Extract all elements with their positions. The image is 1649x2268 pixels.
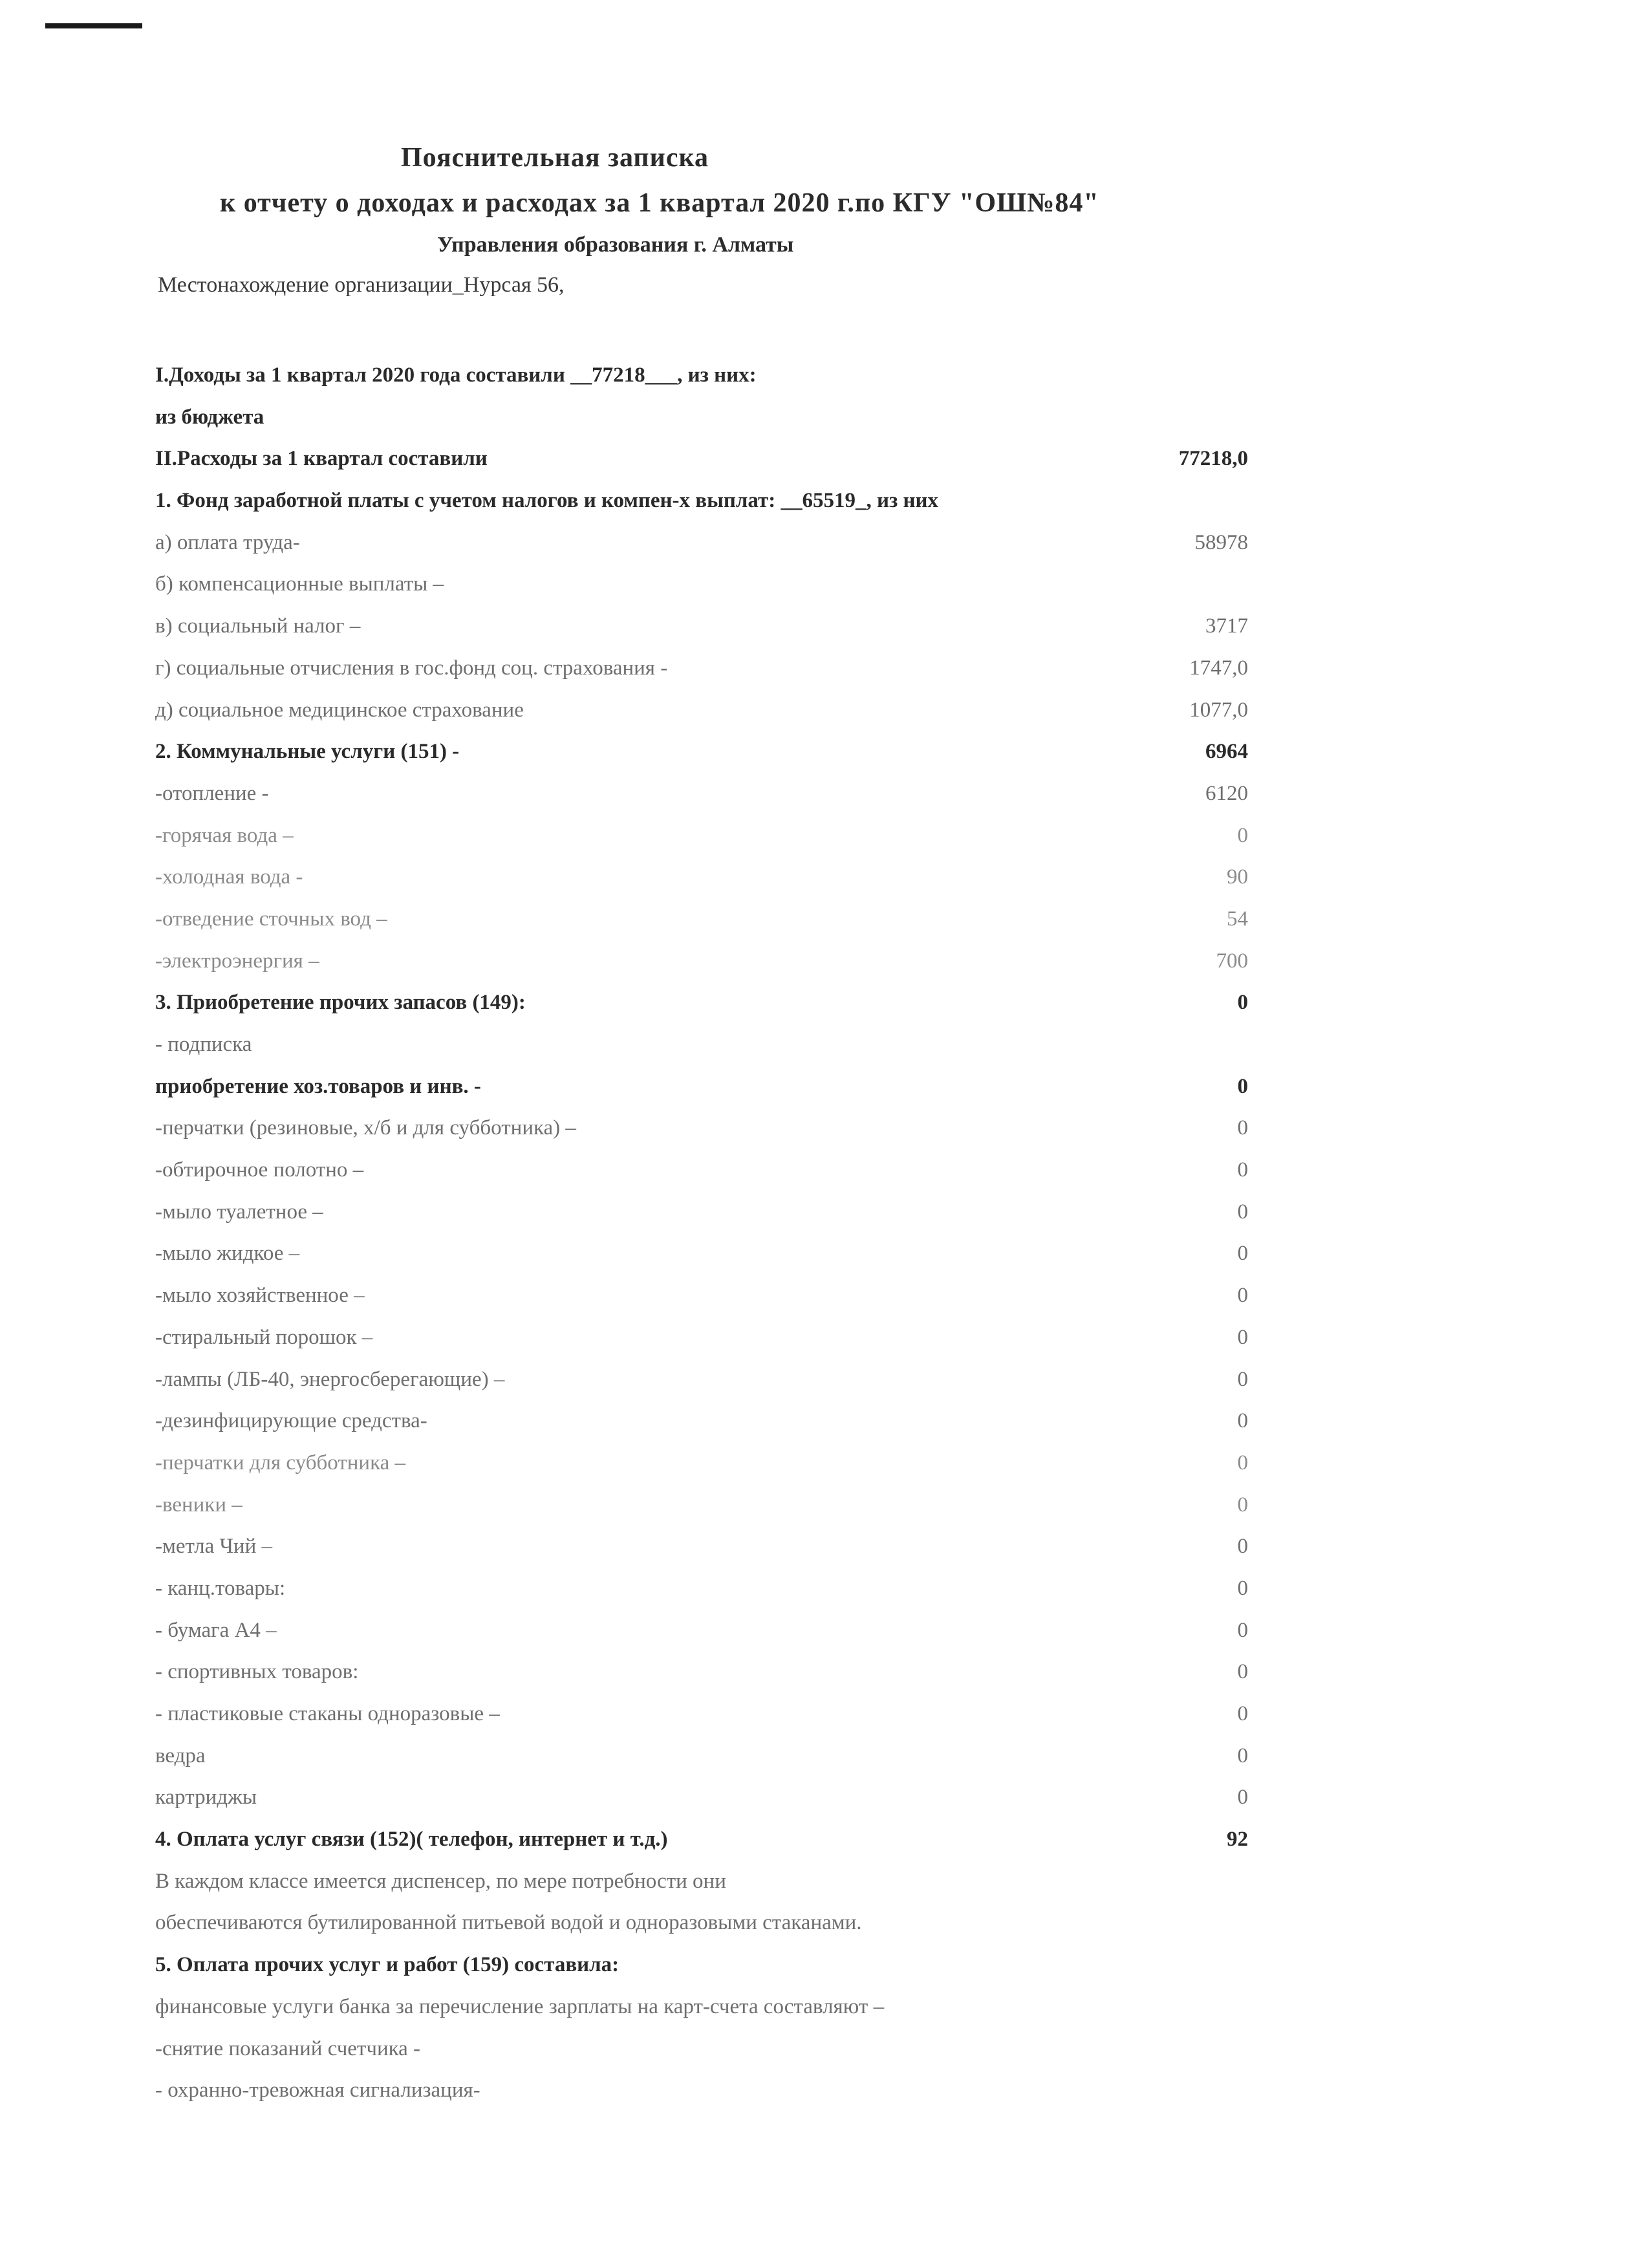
report-line (155, 940, 1248, 982)
report-line (155, 438, 1248, 480)
line-amount: 0 (1237, 1158, 1248, 1182)
report-line (155, 480, 1248, 522)
document-title: Пояснительная записка (401, 143, 709, 173)
report-line (155, 1568, 1248, 1610)
line-label: 5. Оплата прочих услуг и работ (159) составила: (155, 1953, 620, 1977)
line-amount: 0 (1237, 1367, 1248, 1391)
report-line (155, 1777, 1248, 1819)
line-label: -веники – (155, 1493, 242, 1517)
report-line (155, 647, 1248, 689)
line-amount: 0 (1237, 1660, 1248, 1684)
line-amount: 92 (1227, 1828, 1248, 1852)
line-label: картриджы (155, 1786, 257, 1809)
report-line (155, 2069, 1248, 2111)
line-label: а) оплата труда- (155, 530, 300, 554)
line-label: -стиральный порошок – (155, 1325, 373, 1349)
line-label: приобретение хоз.товаров и инв. - (155, 1074, 481, 1098)
line-amount: 0 (1237, 1325, 1248, 1349)
line-label: - охранно-тревожная сигнализация- (155, 2079, 480, 2102)
line-amount: 0 (1237, 1242, 1248, 1266)
line-amount: 0 (1237, 1618, 1248, 1642)
line-amount: 90 (1227, 865, 1248, 889)
line-amount: 0 (1237, 1074, 1248, 1098)
line-amount: 0 (1237, 823, 1248, 847)
organization-location: Местонахождение организации_Нурсая 56, (158, 273, 565, 297)
report-line (155, 1149, 1248, 1191)
report-line (155, 1191, 1248, 1233)
line-amount: 6120 (1205, 781, 1248, 805)
line-amount: 0 (1237, 991, 1248, 1015)
report-line (155, 354, 1248, 396)
line-label: - канц.товары: (155, 1576, 286, 1600)
report-lines (155, 354, 1248, 2111)
line-label: в) социальный налог – (155, 614, 361, 638)
report-line (155, 1107, 1248, 1149)
report-line (155, 856, 1248, 898)
line-amount: 0 (1237, 1786, 1248, 1809)
line-amount: 1077,0 (1189, 698, 1248, 722)
line-amount: 1747,0 (1189, 656, 1248, 680)
report-line (155, 731, 1248, 773)
line-label: -холодная вода - (155, 865, 303, 889)
line-label: -перчатки для субботника – (155, 1451, 406, 1474)
report-line (155, 689, 1248, 731)
report-line (155, 1902, 1248, 1944)
line-amount: 54 (1227, 907, 1248, 931)
line-amount: 0 (1237, 1200, 1248, 1224)
line-label: - бумага А4 – (155, 1618, 277, 1642)
line-label: -горячая вода – (155, 823, 294, 847)
line-label: II.Расходы за 1 квартал составили (155, 447, 488, 471)
line-label: 4. Оплата услуг связи (152)( телефон, интернет и т.д.) (155, 1828, 668, 1852)
line-label: ведра (155, 1744, 206, 1767)
line-label: обеспечиваются бутилированной питьевой водой и одноразовыми стаканами. (155, 1911, 862, 1935)
report-line (155, 1066, 1248, 1108)
line-label: -дезинфицирующие средства- (155, 1409, 427, 1433)
report-line (155, 1610, 1248, 1652)
report-line (155, 1400, 1248, 1442)
report-line (155, 1735, 1248, 1777)
line-amount: 0 (1237, 1493, 1248, 1517)
report-line (155, 898, 1248, 940)
department-line: Управления образования г. Алматы (437, 233, 794, 257)
scan-artifact-line (45, 23, 142, 28)
line-label: - подписка (155, 1033, 252, 1056)
report-line (155, 563, 1248, 605)
report-line (155, 1986, 1248, 2028)
report-line (155, 396, 1248, 438)
report-line (155, 1819, 1248, 1861)
line-label: 3. Приобретение прочих запасов (149): (155, 991, 526, 1015)
document-subtitle: к отчету о доходах и расходах за 1 квартал 2020 г.по КГУ "ОШ№84" (220, 188, 1099, 218)
report-line (155, 1693, 1248, 1735)
report-line (155, 773, 1248, 815)
report-line (155, 1861, 1248, 1903)
line-label: -лампы (ЛБ-40, энергосберегающие) – (155, 1367, 505, 1391)
line-amount: 0 (1237, 1744, 1248, 1767)
report-line (155, 1317, 1248, 1359)
line-label: б) компенсационные выплаты – (155, 572, 444, 596)
report-line (155, 1275, 1248, 1317)
line-amount: 58978 (1194, 530, 1248, 554)
report-line (155, 982, 1248, 1024)
report-line (155, 522, 1248, 564)
report-line (155, 1442, 1248, 1484)
line-label: В каждом классе имеется диспенсер, по мере потребности они (155, 1869, 726, 1893)
line-label: -мыло жидкое – (155, 1242, 300, 1266)
line-amount: 0 (1237, 1576, 1248, 1600)
line-label: -метла Чий – (155, 1535, 273, 1559)
line-amount: 0 (1237, 1116, 1248, 1140)
line-amount: 700 (1216, 949, 1248, 973)
line-amount: 3717 (1205, 614, 1248, 638)
line-label: - спортивных товаров: (155, 1660, 359, 1684)
line-label: -перчатки (резиновые, х/б и для субботника) – (155, 1116, 576, 1140)
line-label: -мыло туалетное – (155, 1200, 323, 1224)
line-amount: 77218,0 (1178, 447, 1248, 471)
report-line (155, 1233, 1248, 1275)
line-label: д) социальное медицинское страхование (155, 698, 524, 722)
report-line (155, 605, 1248, 647)
line-label: -снятие показаний счетчика - (155, 2036, 421, 2060)
line-label: финансовые услуги банка за перечисление зарплаты на карт-счета составляют – (155, 1994, 885, 2018)
line-label: 1. Фонд заработной платы с учетом налогов и компен-х выплат: __65519_, из них (155, 489, 939, 513)
report-line (155, 1944, 1248, 1986)
line-label: г) социальные отчисления в гос.фонд соц. страхования - (155, 656, 668, 680)
line-amount: 0 (1237, 1284, 1248, 1308)
report-line (155, 815, 1248, 857)
report-line (155, 1024, 1248, 1066)
line-amount: 6964 (1205, 740, 1248, 764)
line-amount: 0 (1237, 1535, 1248, 1559)
line-label: I.Доходы за 1 квартал 2020 года составили __77218___, из них: (155, 363, 757, 387)
report-line (155, 1526, 1248, 1568)
line-label: -обтирочное полотно – (155, 1158, 364, 1182)
line-amount: 0 (1237, 1451, 1248, 1474)
line-label: -электроэнергия – (155, 949, 319, 973)
line-label: -мыло хозяйственное – (155, 1284, 365, 1308)
line-label: - пластиковые стаканы одноразовые – (155, 1702, 500, 1725)
line-label: -отопление - (155, 781, 269, 805)
report-line (155, 1359, 1248, 1401)
report-line (155, 1651, 1248, 1693)
line-amount: 0 (1237, 1409, 1248, 1433)
report-line (155, 2028, 1248, 2070)
line-label: из бюджета (155, 405, 264, 429)
line-label: 2. Коммунальные услуги (151) - (155, 740, 460, 764)
line-amount: 0 (1237, 1702, 1248, 1725)
report-line (155, 1484, 1248, 1526)
line-label: -отведение сточных вод – (155, 907, 387, 931)
